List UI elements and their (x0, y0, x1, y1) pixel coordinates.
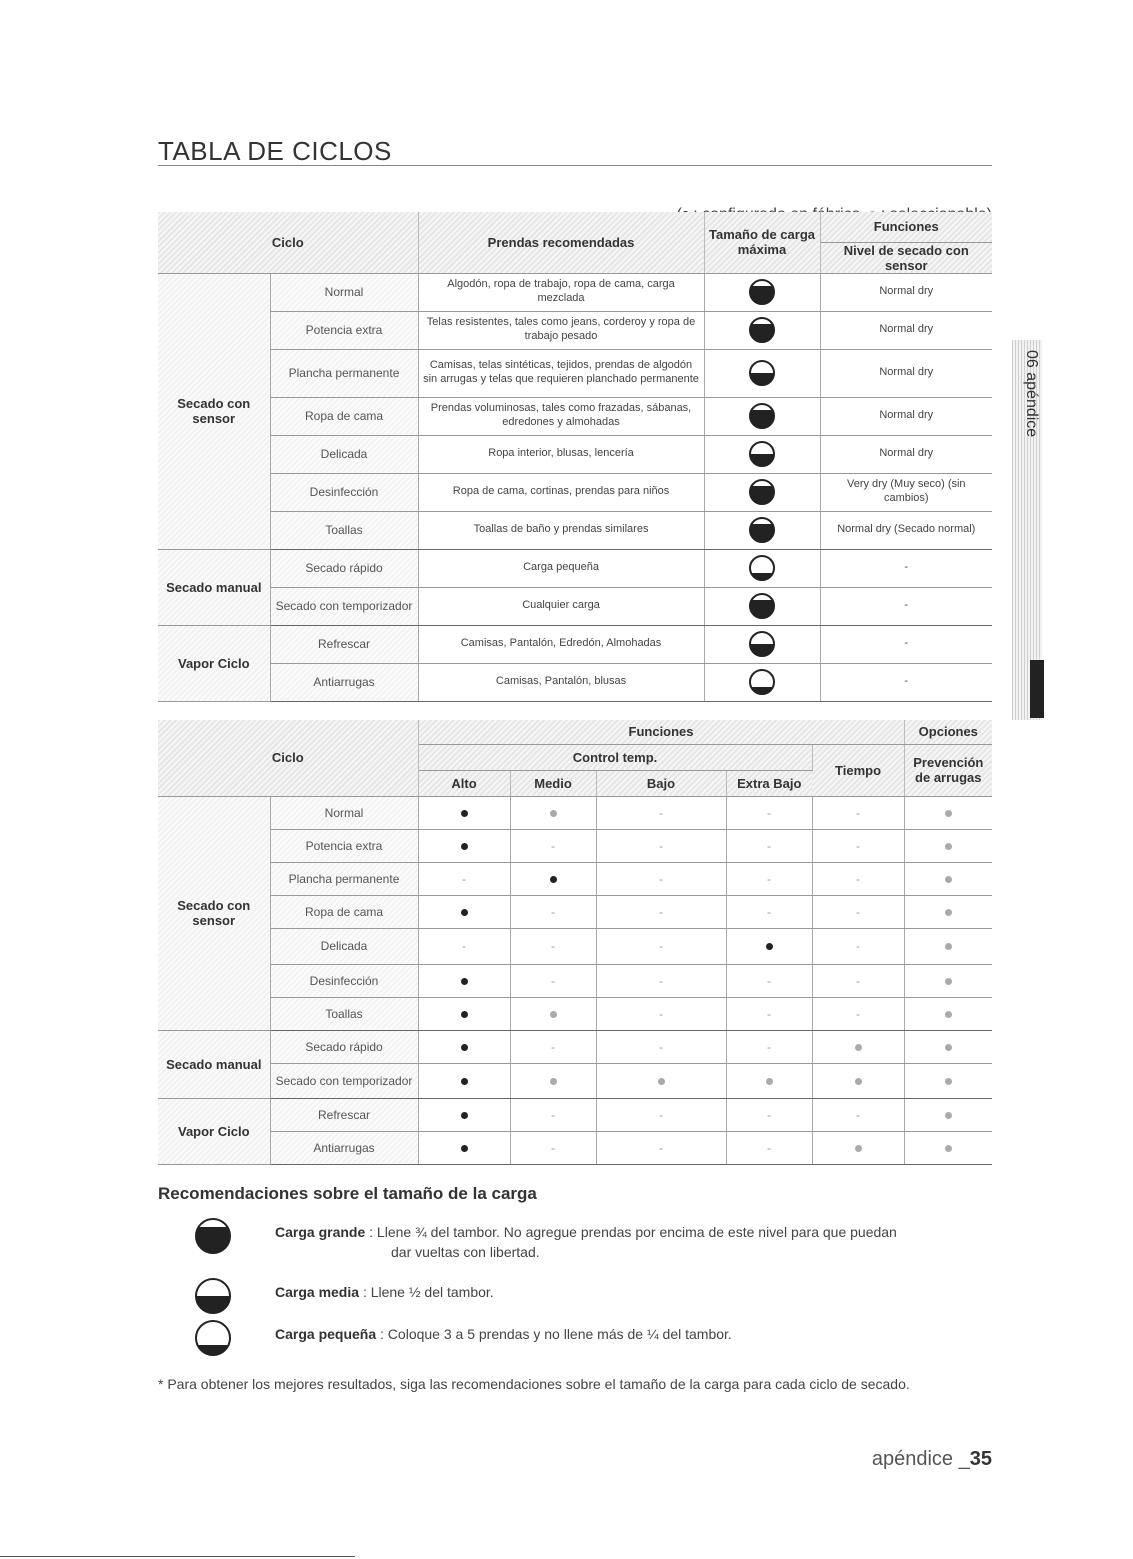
header-funciones: Funciones (820, 212, 992, 242)
cell-prevencion (904, 928, 992, 964)
recommended-clothes: Camisas, telas sintéticas, tejidos, prendas de algodón sin arrugas y telas que requieren planchado permanente (418, 349, 704, 397)
max-load (704, 311, 820, 349)
rec-large-text: : Llene ¾ del tambor. No agregue prendas por encima de este nivel para que puedan (369, 1224, 897, 1240)
rec-large-label: Carga grande (275, 1224, 366, 1240)
group-label: Secado manual (158, 549, 270, 625)
sensor-dry-level: - (820, 663, 992, 701)
cell-alto (418, 1063, 510, 1098)
recommended-clothes: Carga pequeña (418, 549, 704, 587)
cycle-name: Desinfección (270, 473, 418, 511)
large-load-icon (749, 479, 775, 505)
selectable-dot-icon (945, 909, 952, 916)
cycle-name: Secado rápido (270, 549, 418, 587)
cell-alto (418, 895, 510, 928)
table-row (158, 397, 992, 435)
table-row (158, 587, 992, 625)
selectable-dot-icon (550, 1011, 557, 1018)
table-row (158, 895, 992, 928)
cell-medio: - (510, 964, 596, 997)
recommended-clothes: Camisas, Pantalón, Edredón, Almohadas (418, 625, 704, 663)
selectable-dot-icon (658, 1078, 665, 1085)
side-tab-label: 06 apéndice (1023, 350, 1040, 438)
medium-load-icon (749, 631, 775, 657)
cell-extra-bajo: - (726, 1030, 812, 1063)
cycle-name: Potencia extra (270, 311, 418, 349)
cell-bajo: - (596, 1131, 726, 1164)
functions-table (158, 720, 992, 1165)
cell-extra-bajo: - (726, 997, 812, 1030)
table-row (158, 473, 992, 511)
recommended-clothes: Prendas voluminosas, tales como frazadas, sábanas, edredones y almohadas (418, 397, 704, 435)
cell-medio: - (510, 1098, 596, 1131)
cell-extra-bajo: - (726, 895, 812, 928)
sensor-dry-level: - (820, 549, 992, 587)
recommended-clothes: Cualquier carga (418, 587, 704, 625)
cell-medio (510, 862, 596, 895)
sensor-dry-level: - (820, 587, 992, 625)
cycle-name: Plancha permanente (270, 862, 418, 895)
selectable-dot-icon (945, 876, 952, 883)
page-number-value: 35 (969, 1448, 992, 1470)
cell-alto: - (418, 862, 510, 895)
header-tamano: Tamaño de carga máxima (704, 212, 820, 273)
cell-alto (418, 1131, 510, 1164)
cell-alto (418, 1098, 510, 1131)
max-load (704, 625, 820, 663)
group-label: Secado con sensor (158, 273, 270, 549)
cell-medio (510, 796, 596, 829)
group-label: Vapor Ciclo (158, 625, 270, 701)
selectable-dot-icon (855, 1145, 862, 1152)
sensor-dry-level: Normal dry (820, 349, 992, 397)
header-tiempo: Tiempo (812, 744, 904, 796)
cell-bajo: - (596, 895, 726, 928)
max-load (704, 273, 820, 311)
cell-medio: - (510, 1131, 596, 1164)
cell-tiempo (812, 1131, 904, 1164)
selectable-dot-icon (945, 1011, 952, 1018)
cell-medio: - (510, 829, 596, 862)
group-label: Secado manual (158, 1030, 270, 1098)
table-row (158, 1030, 992, 1063)
cycle-name: Normal (270, 796, 418, 829)
selectable-dot-icon (855, 1078, 862, 1085)
cell-extra-bajo: - (726, 862, 812, 895)
cell-extra-bajo: - (726, 964, 812, 997)
table-row (158, 311, 992, 349)
cycle-name: Ropa de cama (270, 397, 418, 435)
cycle-name: Toallas (270, 511, 418, 549)
cycle-name: Ropa de cama (270, 895, 418, 928)
cycle-name: Desinfección (270, 964, 418, 997)
table-row (158, 964, 992, 997)
rec-medium-text: : Llene ½ del tambor. (362, 1284, 494, 1300)
cycle-name: Plancha permanente (270, 349, 418, 397)
rec-large-text-2: dar vueltas con libertad. (391, 1244, 540, 1260)
cell-alto (418, 829, 510, 862)
table-row (158, 625, 992, 663)
cell-alto: - (418, 928, 510, 964)
cell-prevencion (904, 829, 992, 862)
header-ciclo-2: Ciclo (158, 720, 418, 796)
recommended-clothes: Algodón, ropa de trabajo, ropa de cama, carga mezclada (418, 273, 704, 311)
selectable-dot-icon (945, 810, 952, 817)
header-control-temp: Control temp. (418, 744, 812, 770)
small-load-icon (195, 1320, 231, 1356)
cell-prevencion (904, 997, 992, 1030)
selectable-dot-icon (855, 1044, 862, 1051)
rec-medium-label: Carga media (275, 1284, 360, 1300)
recommended-clothes: Ropa de cama, cortinas, prendas para niños (418, 473, 704, 511)
cell-extra-bajo: - (726, 829, 812, 862)
cell-bajo: - (596, 1030, 726, 1063)
recommended-clothes: Telas resistentes, tales como jeans, corderoy y ropa de trabajo pesado (418, 311, 704, 349)
sensor-dry-level: Normal dry (Secado normal) (820, 511, 992, 549)
table-row (158, 862, 992, 895)
recommended-clothes: Ropa interior, blusas, lencería (418, 435, 704, 473)
sensor-dry-level: Normal dry (820, 435, 992, 473)
small-load-icon (749, 555, 775, 581)
cycle-name: Refrescar (270, 1098, 418, 1131)
large-load-icon (195, 1218, 231, 1254)
selectable-dot-icon (945, 1044, 952, 1051)
medium-load-icon (749, 360, 775, 386)
cell-prevencion (904, 862, 992, 895)
header-ciclo: Ciclo (158, 212, 418, 273)
cycle-name: Secado rápido (270, 1030, 418, 1063)
cell-extra-bajo: - (726, 1098, 812, 1131)
cell-prevencion (904, 1131, 992, 1164)
cell-prevencion (904, 1030, 992, 1063)
factory-dot-icon (461, 1145, 468, 1152)
header-medio: Medio (510, 770, 596, 796)
cell-bajo: - (596, 997, 726, 1030)
factory-dot-icon (461, 1078, 468, 1085)
cell-bajo (596, 1063, 726, 1098)
factory-dot-icon (461, 1011, 468, 1018)
sensor-dry-level: Very dry (Muy seco) (sin cambios) (820, 473, 992, 511)
max-load (704, 511, 820, 549)
table-row (158, 435, 992, 473)
factory-dot-icon (461, 1112, 468, 1119)
cycle-name: Potencia extra (270, 829, 418, 862)
cycles-table (158, 212, 992, 702)
cell-tiempo: - (812, 964, 904, 997)
factory-dot-icon (461, 843, 468, 850)
cell-prevencion (904, 895, 992, 928)
header-alto: Alto (418, 770, 510, 796)
selectable-dot-icon (945, 843, 952, 850)
cycle-name: Antiarrugas (270, 663, 418, 701)
header-prendas: Prendas recomendadas (418, 212, 704, 273)
cycle-name: Secado con temporizador (270, 1063, 418, 1098)
footnote: * Para obtener los mejores resultados, siga las recomendaciones sobre el tamaño de la carga para cada ciclo de secado. (158, 1376, 910, 1392)
large-load-icon (749, 593, 775, 619)
table-row (158, 928, 992, 964)
cell-alto (418, 796, 510, 829)
cell-alto (418, 964, 510, 997)
table-row (158, 511, 992, 549)
cell-extra-bajo (726, 1063, 812, 1098)
cycle-name: Delicada (270, 928, 418, 964)
side-tab-marker (1030, 660, 1044, 718)
header-extra-bajo: Extra Bajo (726, 770, 812, 796)
page-section: apéndice _ (871, 1448, 970, 1470)
cell-bajo: - (596, 964, 726, 997)
cell-tiempo: - (812, 1098, 904, 1131)
max-load (704, 349, 820, 397)
large-load-icon (749, 403, 775, 429)
selectable-dot-icon (945, 1078, 952, 1085)
table-row (158, 796, 992, 829)
rec-small-label: Carga pequeña (275, 1326, 377, 1342)
cell-tiempo (812, 1063, 904, 1098)
recommended-clothes: Toallas de baño y prendas similares (418, 511, 704, 549)
cycle-name: Delicada (270, 435, 418, 473)
factory-dot-icon (550, 876, 557, 883)
cell-tiempo: - (812, 895, 904, 928)
cycle-name: Toallas (270, 997, 418, 1030)
cell-extra-bajo: - (726, 796, 812, 829)
factory-dot-icon (766, 943, 773, 950)
factory-dot-icon (461, 810, 468, 817)
cell-prevencion (904, 1063, 992, 1098)
cell-bajo: - (596, 862, 726, 895)
cell-extra-bajo: - (726, 1131, 812, 1164)
title-rule (158, 165, 992, 166)
table-row (158, 273, 992, 311)
header-funciones-2: Funciones (418, 720, 904, 744)
recommendations-title: Recomendaciones sobre el tamaño de la carga (158, 1184, 537, 1203)
cell-tiempo: - (812, 829, 904, 862)
cell-alto (418, 997, 510, 1030)
table-row (158, 997, 992, 1030)
page-number (872, 1448, 992, 1471)
small-load-icon (749, 669, 775, 695)
table-row (158, 549, 992, 587)
large-load-icon (749, 317, 775, 343)
max-load (704, 549, 820, 587)
table-row (158, 829, 992, 862)
cycle-name: Refrescar (270, 625, 418, 663)
group-label: Vapor Ciclo (158, 1098, 270, 1164)
cell-prevencion (904, 964, 992, 997)
factory-dot-icon (461, 978, 468, 985)
cycle-name: Antiarrugas (270, 1131, 418, 1164)
medium-load-icon (749, 441, 775, 467)
cell-bajo: - (596, 796, 726, 829)
cell-tiempo (812, 1030, 904, 1063)
selectable-dot-icon (550, 1078, 557, 1085)
max-load (704, 587, 820, 625)
large-load-icon (749, 279, 775, 305)
cell-bajo: - (596, 928, 726, 964)
cell-medio: - (510, 1030, 596, 1063)
recommended-clothes: Camisas, Pantalón, blusas (418, 663, 704, 701)
selectable-dot-icon (766, 1078, 773, 1085)
cell-tiempo: - (812, 997, 904, 1030)
sensor-dry-level: - (820, 625, 992, 663)
selectable-dot-icon (550, 810, 557, 817)
cell-prevencion (904, 796, 992, 829)
sensor-dry-level: Normal dry (820, 311, 992, 349)
selectable-dot-icon (945, 1112, 952, 1119)
selectable-dot-icon (945, 1145, 952, 1152)
bottom-rule (0, 1556, 355, 1557)
cycle-name: Secado con temporizador (270, 587, 418, 625)
rec-small-text: : Coloque 3 a 5 prendas y no llene más de ¼ del tambor. (380, 1326, 732, 1342)
header-bajo: Bajo (596, 770, 726, 796)
header-opciones: Opciones (904, 720, 992, 744)
cell-bajo: - (596, 829, 726, 862)
factory-dot-icon (461, 909, 468, 916)
cell-bajo: - (596, 1098, 726, 1131)
large-load-icon (749, 517, 775, 543)
group-label: Secado con sensor (158, 796, 270, 1030)
cell-alto (418, 1030, 510, 1063)
cell-tiempo: - (812, 862, 904, 895)
max-load (704, 663, 820, 701)
max-load (704, 435, 820, 473)
medium-load-icon (195, 1278, 231, 1314)
cell-medio (510, 1063, 596, 1098)
cell-extra-bajo (726, 928, 812, 964)
selectable-dot-icon (945, 943, 952, 950)
factory-dot-icon (461, 1044, 468, 1051)
max-load (704, 397, 820, 435)
page-title: TABLA DE CICLOS (158, 136, 392, 166)
cell-medio (510, 997, 596, 1030)
table-row (158, 663, 992, 701)
cell-tiempo: - (812, 928, 904, 964)
table-row (158, 1098, 992, 1131)
sensor-dry-level: Normal dry (820, 273, 992, 311)
header-prevencion: Prevención de arrugas (904, 744, 992, 796)
max-load (704, 473, 820, 511)
cycle-name: Normal (270, 273, 418, 311)
cell-prevencion (904, 1098, 992, 1131)
cell-medio: - (510, 928, 596, 964)
cell-medio: - (510, 895, 596, 928)
table-row (158, 1063, 992, 1098)
sensor-dry-level: Normal dry (820, 397, 992, 435)
selectable-dot-icon (945, 978, 952, 985)
table-row (158, 1131, 992, 1164)
header-nivel: Nivel de secado con sensor (820, 242, 992, 273)
table-row (158, 349, 992, 397)
cell-tiempo: - (812, 796, 904, 829)
